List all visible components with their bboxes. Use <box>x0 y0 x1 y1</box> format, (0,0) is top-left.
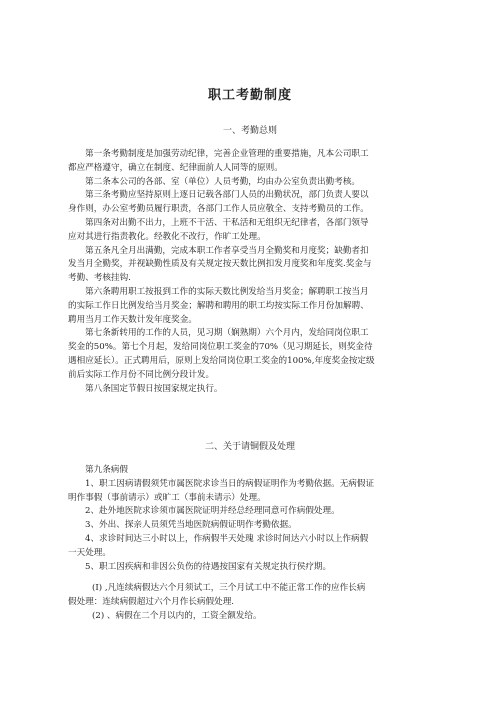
section-leave-body <box>68 464 438 574</box>
article-heading: 第九条病假 <box>85 465 128 475</box>
section-general-body <box>68 148 438 396</box>
paragraph-line: 第八条国定节假日按国家规定执行。 <box>85 383 223 394</box>
paragraph-line: 身作则，办公室考勤员履行职责，各部门工作人员应敬全、支持考勤员的工作。 <box>68 204 369 215</box>
section-heading-leave: 二、关于请铜假及处理 <box>204 442 295 452</box>
paragraph-line: 前后实际工作月份不同比例分段计发。 <box>68 369 215 380</box>
paragraph-line: 假处理：连续病假超过六个月作长病假处理. <box>68 596 235 607</box>
paragraph-line: 2、赴外地医院求诊须市属医院证明并经总经理同意可作病假处理。 <box>85 506 340 517</box>
paragraph-line: 发当月全勤奖，并视缺勤性质及有关规定按天数比例扣发月度奖和年度奖.奖金与 <box>68 259 372 270</box>
paragraph-line: 一天处理。 <box>68 547 111 558</box>
paragraph-line: 1、职工因病请假须凭市属医院求诊当日的病假证明作为考勤依据。无病假证 <box>85 478 375 489</box>
sick-leave-clauses <box>68 582 438 623</box>
paragraph-line: 第四条对出勤不出力，上班不干活、干私活和无组织无纪律者，各部门领导 <box>85 217 369 228</box>
paragraph-line: 第七条新转用的工作的人员，见习期（娴熟期）六个月内，发给同岗位职工 <box>85 328 369 339</box>
paragraph-line: 4、求诊时间达三小时以上，作病假半天处瑰 求诊时间达六小时以上作病假 <box>85 533 369 544</box>
paragraph-line: 聘用当月工作天数计发年度奖金。 <box>68 314 197 325</box>
paragraph-line: 考勤、考核挂钩. <box>68 273 131 284</box>
paragraph-line: 遇相应延长）。正式聘用后，原则上发给同岗位职工奖金的100%,年度奖金按定级 <box>68 355 375 366</box>
paragraph-line: (2) 、病假在二个月以内的，工资全额发给。 <box>92 610 262 621</box>
paragraph-line: 第六条聘用职工按报到工作的实际天数比例发给当月奖金；解聘职工按当月 <box>85 286 369 297</box>
paragraph-line: 明作事假（事前请示）或旷工（事前未请示）处理。 <box>68 492 266 503</box>
document-title: 职工考勤制度 <box>207 88 292 103</box>
section-heading-general: 一、考勤总则 <box>222 126 277 136</box>
paragraph-line: 第二条本公司的各部、室（单位）人员考勤，均由办公室负责出勤考核。 <box>85 176 361 187</box>
paragraph-line: 3、外出、探亲人员须凭当地医院病假证明作考勤依据。 <box>85 520 297 531</box>
paragraph-line: 5、职工因疾病和非因公负伤的待遇按国家有关规定执行侯疗期。 <box>85 561 332 572</box>
paragraph-line: 第五条凡全月出满勤，完成本职工作者享受当月全勤奖和月度奖；缺勤者扣 <box>85 245 369 256</box>
paragraph-line: 第三条考勤应坚持原则上逐日记载各部门人员的出勤状况，部门负责人要以 <box>85 190 369 201</box>
paragraph-line: 应对其进行指责教化。经教化不改行，作旷工处理。 <box>68 231 266 242</box>
paragraph-line: 的实际工作日比例发给当月奖金；解聘和聘用的职工均按实际工作月份加解聘、 <box>68 300 369 311</box>
paragraph-line: 第一条考勤制度是加强劳动纪律，完善企业管理的重要措施，凡本公司职工 <box>85 149 369 159</box>
paragraph-line: (I) ,凡连续病假达六个月须试工，三个月试工中不能正常工作的应作长病 <box>92 583 366 593</box>
paragraph-line: 奖金的50%。第七个月起，发给同岗位职工奖金的70%（见习期延长，则奖金待 <box>68 342 373 353</box>
paragraph-line: 都应严格遵守，确立在制度、纪律面前人人同等的原则。 <box>68 162 283 173</box>
